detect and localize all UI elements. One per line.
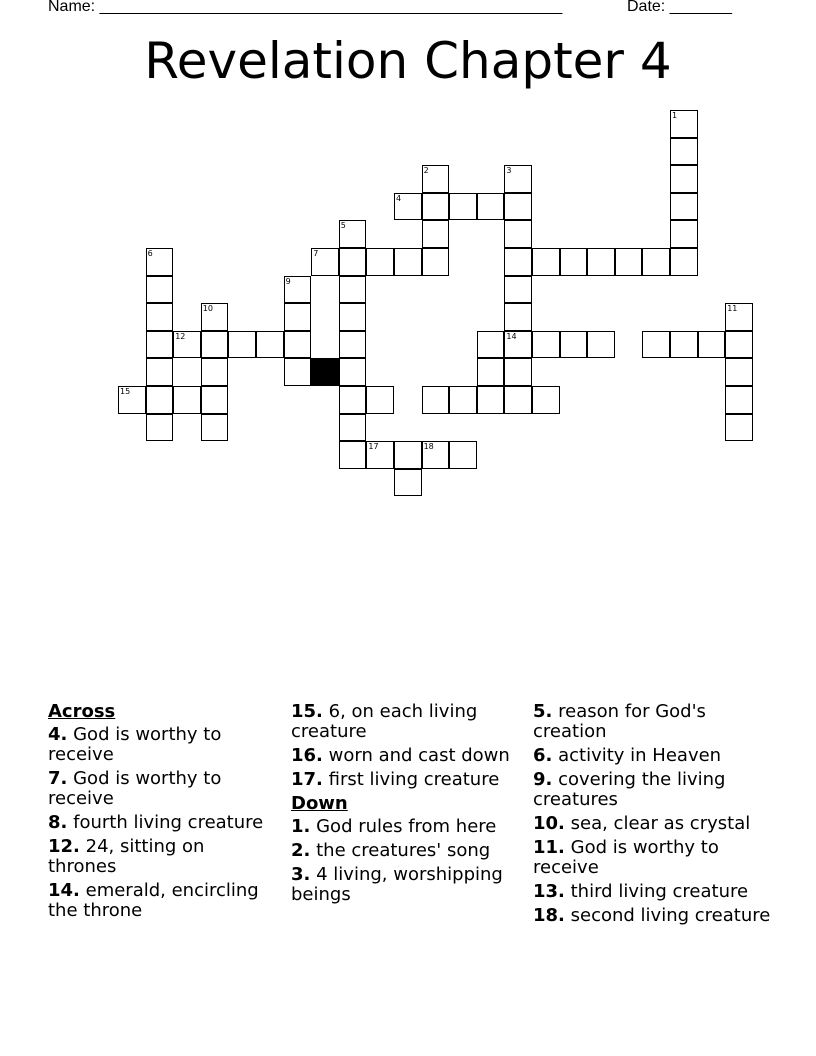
- clue-item: [291, 770, 526, 790]
- grid-cell[interactable]: [449, 441, 477, 469]
- grid-cell[interactable]: [477, 386, 505, 414]
- grid-cell[interactable]: [201, 414, 229, 442]
- clue-number-label: 9: [285, 276, 291, 286]
- grid-cell[interactable]: [339, 303, 367, 331]
- clue-text: reason for God's creation: [533, 701, 706, 742]
- grid-cell[interactable]: [504, 386, 532, 414]
- grid-cell[interactable]: [146, 331, 174, 359]
- grid-cell[interactable]: [698, 331, 726, 359]
- grid-cell[interactable]: [394, 193, 422, 221]
- crossword-grid: [0, 0, 816, 520]
- grid-cell[interactable]: [422, 248, 450, 276]
- grid-cell[interactable]: [449, 193, 477, 221]
- grid-cell[interactable]: [587, 248, 615, 276]
- grid-cell[interactable]: [422, 165, 450, 193]
- grid-cell[interactable]: [394, 248, 422, 276]
- grid-cell[interactable]: [394, 469, 422, 497]
- grid-cell[interactable]: [146, 248, 174, 276]
- clue-number: 1.: [291, 816, 311, 837]
- down-heading: Down: [291, 793, 348, 814]
- clue-number-label: 1: [672, 111, 678, 120]
- clue-item: [533, 882, 773, 902]
- grid-cell[interactable]: [725, 414, 753, 442]
- down-clue-list-continued: [533, 702, 773, 926]
- clue-number-label: 7: [313, 249, 319, 258]
- clue-text: activity in Heaven: [558, 745, 722, 766]
- grid-cell[interactable]: [532, 331, 560, 359]
- clue-item: [291, 841, 526, 861]
- grid-cell[interactable]: [173, 386, 201, 414]
- grid-cell[interactable]: [201, 386, 229, 414]
- page-title: Revelation Chapter 4: [144, 32, 672, 90]
- grid-cell[interactable]: [228, 331, 256, 359]
- grid-cell[interactable]: [339, 358, 367, 386]
- grid-cell[interactable]: [284, 358, 312, 386]
- clue-number-label: 11: [727, 304, 738, 314]
- clue-number: 18.: [533, 905, 565, 926]
- down-clue-list: [291, 817, 526, 905]
- grid-cell[interactable]: [201, 303, 229, 331]
- clue-number: 5.: [533, 701, 553, 722]
- grid-cell[interactable]: [504, 193, 532, 221]
- clue-number-label: 5: [340, 221, 346, 231]
- name-field-label: Name: ____________________________________________________: [48, 0, 563, 15]
- grid-cell[interactable]: [670, 193, 698, 221]
- grid-cell[interactable]: [477, 193, 505, 221]
- clue-text: the creatures' song: [316, 840, 491, 861]
- clue-text: God is worthy to receive: [48, 768, 222, 809]
- grid-cell[interactable]: [284, 276, 312, 304]
- grid-cell[interactable]: [642, 331, 670, 359]
- clue-number-label: 3: [506, 166, 512, 176]
- clue-number: 3.: [291, 864, 311, 885]
- clue-number: 11.: [533, 837, 565, 858]
- clue-text: God is worthy to receive: [48, 724, 222, 765]
- clue-number-label: 12: [175, 331, 186, 341]
- grid-cell[interactable]: [725, 331, 753, 359]
- grid-cell[interactable]: [146, 414, 174, 442]
- grid-cell[interactable]: [504, 358, 532, 386]
- clue-text: God rules from here: [316, 816, 497, 837]
- clue-number: 7.: [48, 768, 68, 789]
- across-clue-list: [48, 725, 278, 921]
- grid-cell[interactable]: [256, 331, 284, 359]
- grid-cell[interactable]: [642, 248, 670, 276]
- grid-cell[interactable]: [146, 386, 174, 414]
- grid-cell[interactable]: [560, 331, 588, 359]
- grid-cell[interactable]: [284, 331, 312, 359]
- grid-cell[interactable]: [504, 331, 532, 359]
- grid-cell[interactable]: [422, 386, 450, 414]
- grid-cell[interactable]: [339, 248, 367, 276]
- grid-cell[interactable]: [366, 386, 394, 414]
- clue-item: [533, 838, 773, 878]
- grid-cell[interactable]: [339, 331, 367, 359]
- clue-item: [533, 770, 773, 810]
- clue-text: sea, clear as crystal: [570, 813, 751, 834]
- grid-cell[interactable]: [504, 220, 532, 248]
- clue-item: [533, 814, 773, 834]
- clue-text: third living creature: [570, 881, 749, 902]
- grid-cell[interactable]: [146, 358, 174, 386]
- grid-cell[interactable]: [532, 386, 560, 414]
- grid-cell[interactable]: [504, 276, 532, 304]
- clue-number: 10.: [533, 813, 565, 834]
- grid-cell[interactable]: [394, 441, 422, 469]
- clue-text: 6, on each living creature: [291, 701, 478, 742]
- date-field-label: Date: _______: [627, 0, 732, 15]
- clue-number: 8.: [48, 812, 68, 833]
- grid-cell[interactable]: [477, 331, 505, 359]
- clue-text: emerald, encircling the throne: [48, 880, 259, 921]
- clue-text: worn and cast down: [328, 745, 510, 766]
- clue-number: 2.: [291, 840, 311, 861]
- grid-cell[interactable]: [532, 248, 560, 276]
- clue-number: 6.: [533, 745, 553, 766]
- clue-item: [48, 881, 278, 921]
- grid-cell[interactable]: [422, 220, 450, 248]
- grid-cell[interactable]: [339, 414, 367, 442]
- clue-text: first living creature: [328, 769, 500, 790]
- grid-cell[interactable]: [504, 303, 532, 331]
- clue-number: 15.: [291, 701, 323, 722]
- grid-cell[interactable]: [670, 138, 698, 166]
- clue-number: 17.: [291, 769, 323, 790]
- grid-cell[interactable]: [366, 441, 394, 469]
- clue-text: second living creature: [570, 905, 771, 926]
- grid-cell[interactable]: [670, 220, 698, 248]
- clue-text: covering the living creatures: [533, 769, 726, 810]
- clue-number-label: 15: [120, 387, 131, 396]
- grid-cell[interactable]: [670, 331, 698, 359]
- grid-cell[interactable]: [725, 303, 753, 331]
- clue-number: 14.: [48, 880, 80, 901]
- grid-cell[interactable]: [422, 441, 450, 469]
- clue-text: God is worthy to receive: [533, 837, 719, 878]
- clue-item: [48, 813, 278, 833]
- clue-number: 13.: [533, 881, 565, 902]
- clue-text: fourth living creature: [73, 812, 264, 833]
- clues-column-3: [533, 702, 773, 930]
- clues-column-2: [291, 702, 526, 909]
- clue-number: 4.: [48, 724, 68, 745]
- clue-item: [533, 702, 773, 742]
- grid-cell[interactable]: [201, 331, 229, 359]
- clue-text: 4 living, worshipping beings: [291, 864, 503, 905]
- clue-number-label: 6: [147, 249, 153, 258]
- clue-number-label: 10: [202, 304, 213, 314]
- grid-cell[interactable]: [366, 248, 394, 276]
- clue-item: [533, 906, 773, 926]
- grid-cell[interactable]: [504, 248, 532, 276]
- clue-number: 16.: [291, 745, 323, 766]
- grid-cell[interactable]: [201, 358, 229, 386]
- grid-cell[interactable]: [449, 386, 477, 414]
- clue-item: [291, 746, 526, 766]
- grid-cell[interactable]: [615, 248, 643, 276]
- grid-cell[interactable]: [670, 165, 698, 193]
- grid-cell[interactable]: [477, 358, 505, 386]
- grid-cell[interactable]: [311, 248, 339, 276]
- grid-cell[interactable]: [118, 386, 146, 414]
- clue-item: [291, 817, 526, 837]
- grid-cell[interactable]: [670, 248, 698, 276]
- clue-number-label: 14: [506, 331, 517, 341]
- clue-item: [291, 702, 526, 742]
- clue-number-label: 2: [423, 166, 429, 176]
- across-heading: Across: [48, 701, 116, 722]
- grid-cell[interactable]: [560, 248, 588, 276]
- grid-cell[interactable]: [587, 331, 615, 359]
- clue-number-label: 17: [368, 442, 379, 452]
- clue-item: [48, 769, 278, 809]
- grid-cell[interactable]: [422, 193, 450, 221]
- clue-number: 12.: [48, 836, 80, 857]
- grid-cell[interactable]: [725, 358, 753, 386]
- grid-cell[interactable]: [504, 165, 532, 193]
- grid-cell[interactable]: [284, 303, 312, 331]
- grid-cell[interactable]: [670, 110, 698, 138]
- clue-item: [533, 746, 773, 766]
- grid-cell[interactable]: [173, 331, 201, 359]
- clue-item: [48, 837, 278, 877]
- clue-number-label: 4: [396, 193, 402, 203]
- grid-cell[interactable]: [146, 303, 174, 331]
- clue-number-label: 18: [423, 442, 434, 452]
- clue-item: [291, 865, 526, 905]
- grid-cell[interactable]: [725, 386, 753, 414]
- black-cell: [311, 358, 339, 386]
- across-clue-list-continued: [291, 702, 526, 790]
- grid-cell[interactable]: [339, 441, 367, 469]
- grid-cell[interactable]: [339, 220, 367, 248]
- grid-cell[interactable]: [339, 386, 367, 414]
- clues-column-1: [48, 702, 278, 925]
- grid-cell[interactable]: [339, 276, 367, 304]
- clue-number: 9.: [533, 769, 553, 790]
- clue-text: 24, sitting on thrones: [48, 836, 205, 877]
- clue-item: [48, 725, 278, 765]
- grid-cell[interactable]: [146, 276, 174, 304]
